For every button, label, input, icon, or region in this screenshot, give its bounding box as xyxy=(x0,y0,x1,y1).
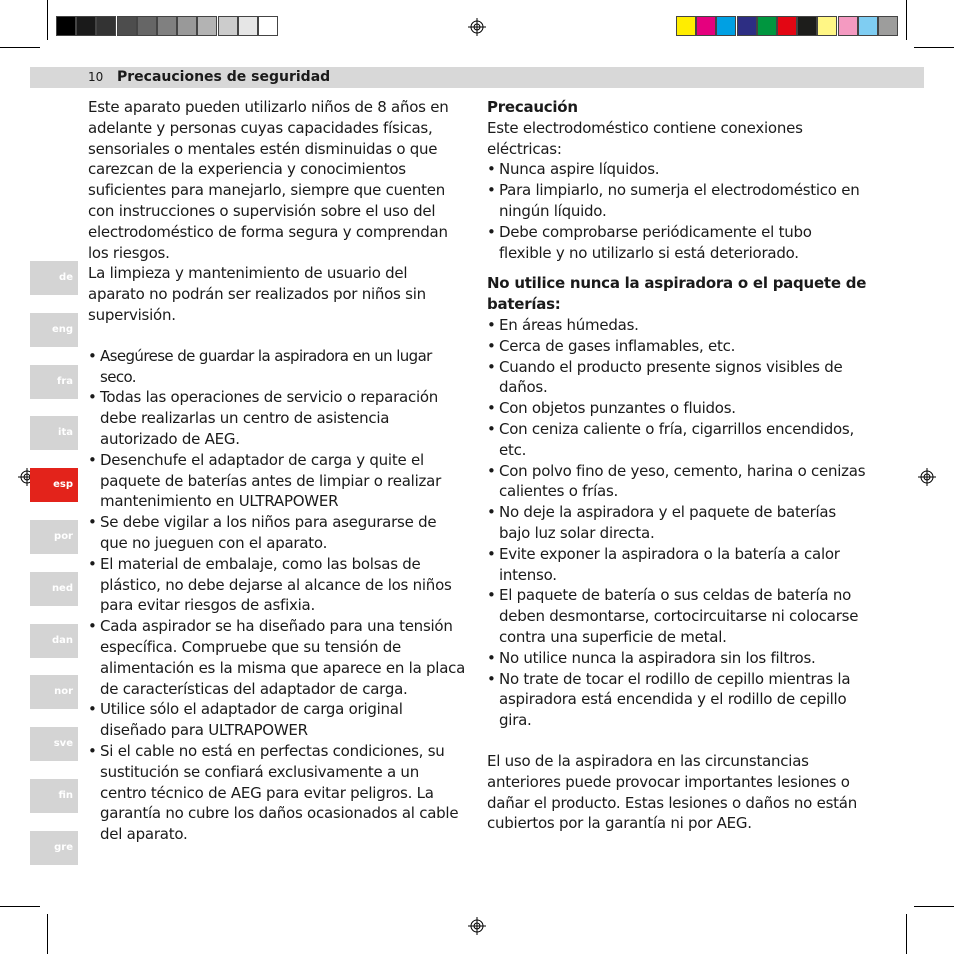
list-item: • Con polvo fino de yeso, cemento, harina o cenizas calientes o frías. xyxy=(487,461,867,503)
list-item: • Con objetos punzantes o fluidos. xyxy=(487,398,867,419)
list-item: • Para limpiarlo, no sumerja el electrodoméstico en ningún líquido. xyxy=(487,180,867,222)
gray-swatch xyxy=(76,16,96,36)
language-tab-ned[interactable]: ned xyxy=(30,572,78,606)
safety-list xyxy=(88,346,468,845)
list-item: • No deje la aspiradora y el paquete de baterías bajo luz solar directa. xyxy=(487,502,867,544)
registration-mark-icon xyxy=(468,18,486,36)
language-tab-nor[interactable]: nor xyxy=(30,675,78,709)
gray-swatch xyxy=(177,16,197,36)
language-tab-por[interactable]: por xyxy=(30,520,78,554)
list-item: • Nunca aspire líquidos. xyxy=(487,159,867,180)
gray-swatch xyxy=(96,16,116,36)
gray-swatch xyxy=(157,16,177,36)
never-use-list xyxy=(487,315,867,731)
language-tab-fin[interactable]: fin xyxy=(30,779,78,813)
color-swatch xyxy=(817,16,837,36)
caution-text: Este electrodoméstico contiene conexiones eléctricas: xyxy=(487,118,803,158)
language-tab-sve[interactable]: sve xyxy=(30,727,78,761)
color-swatch xyxy=(696,16,716,36)
list-item: • No trate de tocar el rodillo de cepillo mientras la aspiradora está encendida y el rodillo de cepillo gira. xyxy=(487,669,867,731)
list-item: • Evite exponer la aspiradora o la batería a calor intenso. xyxy=(487,544,867,586)
gray-swatch xyxy=(197,16,217,36)
never-use-heading: No utilice nunca la aspiradora o el paquete de baterías: xyxy=(487,274,867,314)
gray-swatch xyxy=(117,16,137,36)
language-tab-gre[interactable]: gre xyxy=(30,831,78,865)
gray-swatch xyxy=(258,16,278,36)
list-item: • Cerca de gases inflamables, etc. xyxy=(487,336,867,357)
registration-mark-icon xyxy=(918,468,936,486)
list-item: • Si el cable no está en perfectas condiciones, su sustitución se confiará exclusivamente a un centro técnico de AEG para evitar peligros. La garantía no cubre los daños ocasionados al cable del aparato. xyxy=(88,741,468,845)
gray-swatch xyxy=(238,16,258,36)
intro-paragraph: La limpieza y mantenimiento de usuario del aparato no podrán ser realizados por niños sin supervisión. xyxy=(88,264,426,324)
list-item: • El material de embalaje, como las bolsas de plástico, no debe dejarse al alcance de los niños para evitar riesgos de asfixia. xyxy=(88,554,468,616)
intro-paragraph: Este aparato pueden utilizarlo niños de 8 años en adelante y personas cuyas capacidades físicas, sensoriales o mentales estén disminuidas o que carezcan de la experiencia y conocimientos suficientes para manejarlo, siempre que cuenten con instrucciones o supervisión sobre el uso del electrodoméstico de forma segura y comprendan los riesgos. xyxy=(88,98,449,262)
caution-list xyxy=(487,159,867,263)
color-swatch xyxy=(797,16,817,36)
closing-paragraph: El uso de la aspiradora en las circunstancias anteriores puede provocar importantes lesiones o dañar el producto. Estas lesiones o daños no están cubiertos por la garantía ni por AEG. xyxy=(487,751,857,833)
registration-mark-icon xyxy=(468,917,486,935)
language-tab-eng[interactable]: eng xyxy=(30,313,78,347)
color-swatch xyxy=(858,16,878,36)
color-swatch xyxy=(676,16,696,36)
gray-swatch xyxy=(137,16,157,36)
list-item: • Desenchufe el adaptador de carga y quite el paquete de baterías antes de limpiar o realizar mantenimiento en ULTRAPOWER xyxy=(88,450,468,512)
color-swatch xyxy=(838,16,858,36)
list-item: • Cuando el producto presente signos visibles de daños. xyxy=(487,357,867,399)
language-tab-ita[interactable]: ita xyxy=(30,416,78,450)
list-item: • Utilice sólo el adaptador de carga original diseñado para ULTRAPOWER xyxy=(88,699,468,741)
list-item: • Todas las operaciones de servicio o reparación debe realizarlas un centro de asistencia autorizado de AEG. xyxy=(88,387,468,449)
gray-swatch xyxy=(218,16,238,36)
list-item: • Cada aspirador se ha diseñado para una tensión específica. Compruebe que su tensión de alimentación es la misma que aparece en la placa de características del adaptador de carga. xyxy=(88,616,468,699)
list-item: • Asegúrese de guardar la aspiradora en un lugar seco. xyxy=(88,346,468,388)
gray-swatch xyxy=(56,16,76,36)
color-swatch xyxy=(757,16,777,36)
section-title: Precauciones de seguridad xyxy=(117,69,331,85)
language-tab-fra[interactable]: fra xyxy=(30,365,78,399)
right-column xyxy=(487,97,867,834)
list-item: • Debe comprobarse periódicamente el tubo flexible y no utilizarlo si está deteriorado. xyxy=(487,222,867,264)
list-item: • El paquete de batería o sus celdas de batería no deben desmontarse, cortocircuitarse ni colocarse contra una superficie de metal. xyxy=(487,585,867,647)
list-item: • No utilice nunca la aspiradora sin los filtros. xyxy=(487,648,867,669)
list-item: • Con ceniza caliente o fría, cigarrillos encendidos, etc. xyxy=(487,419,867,461)
list-item: • Se debe vigilar a los niños para asegurarse de que no jueguen con el aparato. xyxy=(88,512,468,554)
language-tab-esp[interactable]: esp xyxy=(30,468,78,502)
color-swatch xyxy=(716,16,736,36)
color-swatch xyxy=(737,16,757,36)
caution-heading: Precaución xyxy=(487,98,578,116)
page-number: 10 xyxy=(88,70,104,84)
left-column xyxy=(88,97,468,845)
language-tab-dan[interactable]: dan xyxy=(30,624,78,658)
color-swatch xyxy=(878,16,898,36)
color-swatch xyxy=(777,16,797,36)
list-item: • En áreas húmedas. xyxy=(487,315,867,336)
language-tab-de[interactable]: de xyxy=(30,261,78,295)
